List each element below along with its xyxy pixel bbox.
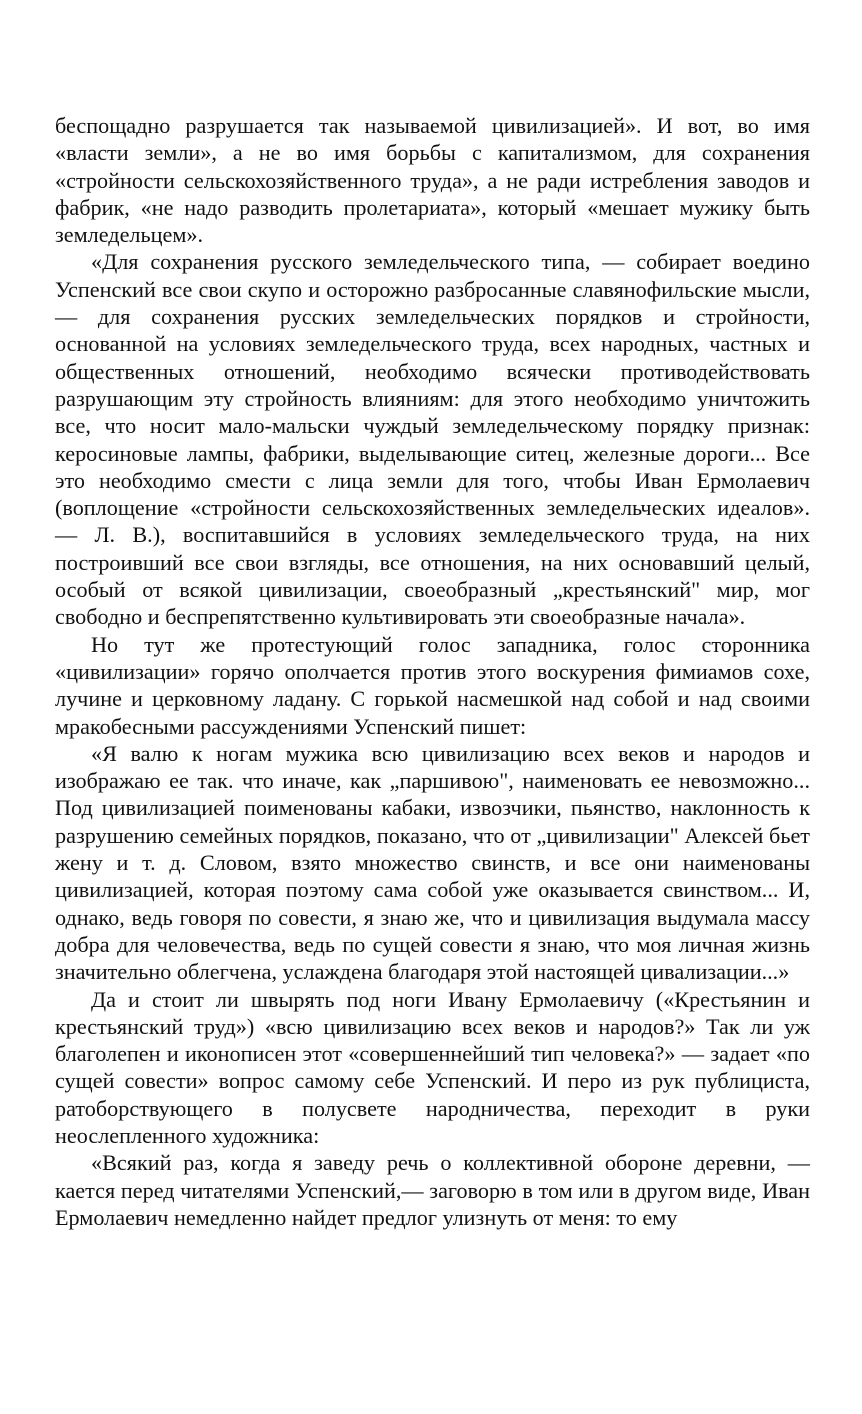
- paragraph-2: «Для сохранения русского земледельческого типа, — собирает воедино Успенский все свои скупо и осторожно разбросанные славянофильские мысли, — для сохранения русских земледельческих порядков и стройности, основанной на условиях земледельческого труда, всех народных, частных и общественных отношений, необходимо всячески противодействовать разрушающим эту стройность влияниям: для этого необходимо уничтожить все, что носит мало-мальски чуждый земледельческому порядку признак: керосиновые лампы, фабрики, выделывающие ситец, железные дороги... Все это необходимо смести с лица земли для того, чтобы Иван Ермолаевич (воплощение «стройности сельскохозяйственных земледельческих идеалов». — Л. В.), воспитавшийся в условиях земледельческого труда, на них построивший все свои взгляды, все отношения, на них основавший целый, особый от всякой цивилизации, своеобразный „крестьянский" мир, мог свободно и беспрепятственно культивировать эти своеобразные начала».: [55, 249, 810, 630]
- document-page: [55, 112, 810, 1231]
- paragraph-4: «Я валю к ногам мужика всю цивилизацию всех веков и народов и изображаю ее так. что иначе, как „паршивою", наименовать ее невозможно... Под цивилизацией поименованы кабаки, извозчики, пьянство, наклонность к разрушению семейных порядков, показано, что от „цивилизации" Алексей бьет жену и т. д. Словом, взято множество свинств, и все они наименованы цивилизацией, которая поэтому сама собой уже оказывается свинством... И, однако, ведь говоря по совести, я знаю же, что и цивилизация выдумала массу добра для человечества, ведь по сущей совести я знаю, что моя личная жизнь значительно облегчена, услаждена благодаря этой настоящей цивализации...»: [55, 740, 810, 985]
- paragraph-5: Да и стоит ли швырять под ноги Ивану Ермолаевичу («Крестьянин и крестьянский труд») «всю цивилизацию всех веков и народов?» Так ли уж благолепен и иконописен этот «совершеннейший тип человека?» — задает «по сущей совести» вопрос самому себе Успенский. И перо из рук публициста, ратоборствующего в полусвете народничества, переходит в руки неослепленного художника:: [55, 986, 810, 1148]
- paragraph-1: беспощадно разрушается так называемой цивилизацией». И вот, во имя «власти земли», а не во имя борьбы с капитализмом, для сохранения «стройности сельскохозяйственного труда», а не ради истребления заводов и фабрик, «не надо разводить пролетариата», который «мешает мужику быть земледельцем».: [55, 113, 810, 248]
- paragraph-3: Но тут же протестующий голос западника, голос сторонника «цивилизации» горячо ополчается против этого воскурения фимиамов сохе, лучине и церковному ладану. С горькой насмешкой над собой и над своими мракобесными рассуждениями Успенский пишет:: [55, 631, 810, 739]
- paragraph-6: «Всякий раз, когда я заведу речь о коллективной обороне деревни, — кается перед читателями Успенский,— заговорю в том или в другом виде, Иван Ермолаевич немедленно найдет предлог улизнуть от меня: то ему: [55, 1150, 810, 1230]
